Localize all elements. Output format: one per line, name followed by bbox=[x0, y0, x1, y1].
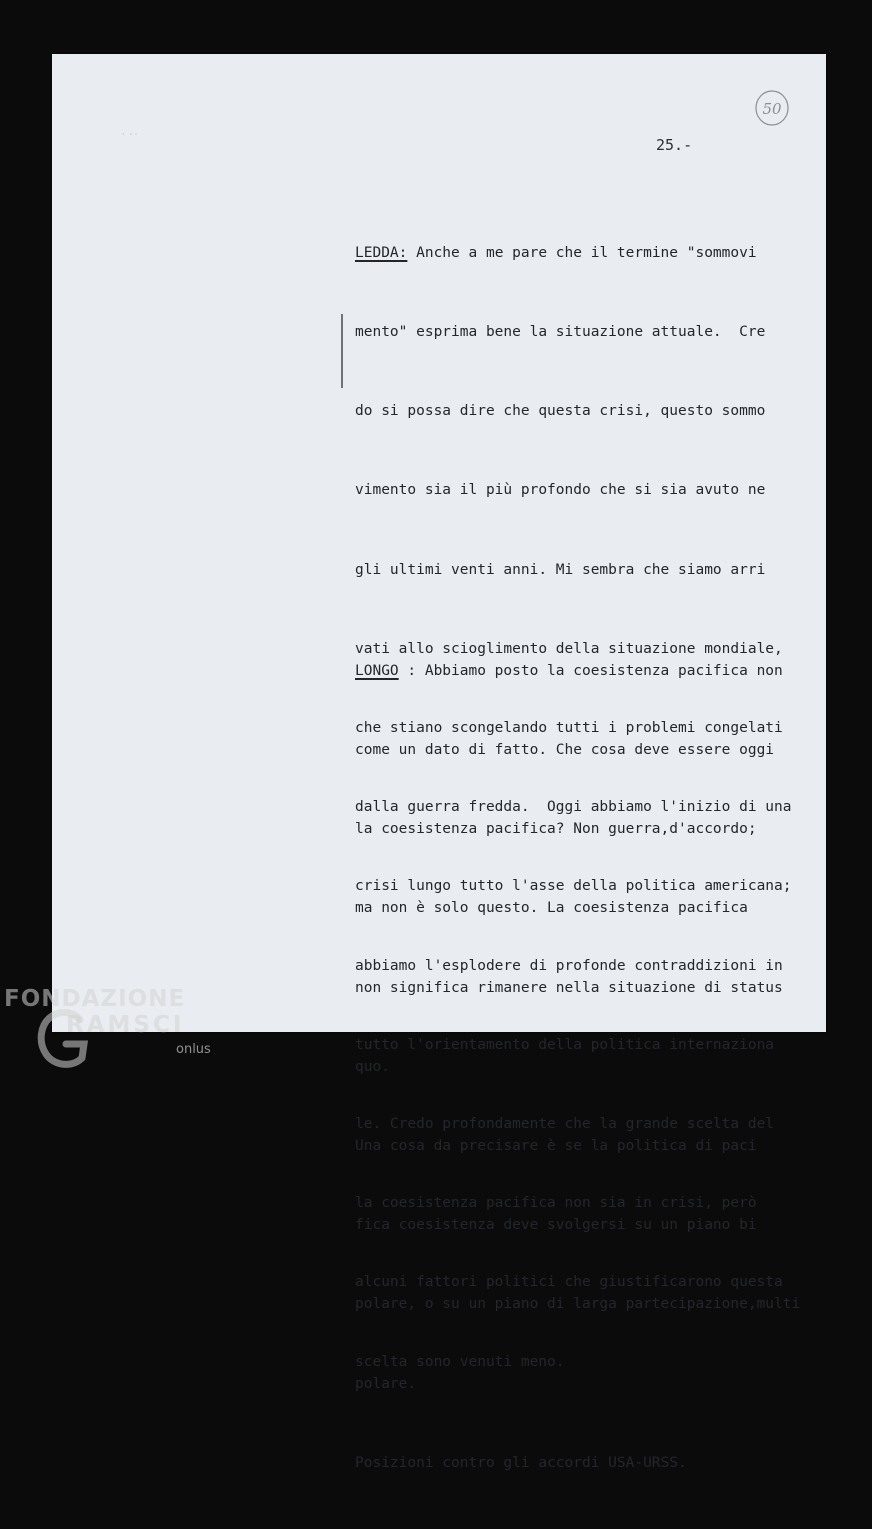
text-line: gli ultimi venti anni. Mi sembra che siamo arri bbox=[355, 561, 766, 578]
text-line: polare. bbox=[355, 1375, 417, 1392]
text-line: scelta sono venuti meno. bbox=[355, 1353, 565, 1370]
text-line: alcuni fattori politici che giustificarono questa bbox=[355, 1274, 783, 1291]
watermark-line1: FONDAZIONE bbox=[4, 986, 186, 1012]
text-line: abbiamo l'esplodere di profonde contraddizioni in bbox=[355, 957, 783, 974]
text-line: come un dato di fatto. Che cosa deve essere oggi bbox=[355, 742, 775, 759]
text-line: do si possa dire che questa crisi, questo sommo bbox=[355, 403, 766, 420]
folio-number: 50 bbox=[762, 100, 782, 118]
ledda-first-line bbox=[355, 240, 792, 266]
text-line: Posizioni contro gli accordi USA-URSS. bbox=[355, 1454, 687, 1471]
fondazione-gramsci-watermark bbox=[4, 984, 234, 1076]
text-line: non significa rimanere nella situazione di status bbox=[355, 979, 783, 996]
longo-first-line bbox=[355, 658, 800, 684]
text-line: crisi lungo tutto l'asse della politica americana; bbox=[355, 878, 792, 895]
text-line: fica coesistenza deve svolgersi su un piano bi bbox=[355, 1217, 757, 1234]
watermark-onlus: onlus bbox=[176, 1042, 211, 1057]
speaker-ledda: LEDDA: bbox=[355, 244, 408, 261]
text-line: quo. bbox=[355, 1058, 390, 1075]
text-line: vimento sia il più profondo che si sia avuto ne bbox=[355, 482, 766, 499]
text-line: le. Credo profondamente che la grande scelta del bbox=[355, 1116, 775, 1133]
text-line: mento" esprima bene la situazione attuale. Cre bbox=[355, 324, 766, 341]
text-line: la coesistenza pacifica? Non guerra,d'accordo; bbox=[355, 821, 757, 838]
margin-mark bbox=[341, 314, 343, 388]
text-line: tutto l'orientamento della politica internaziona bbox=[355, 1036, 775, 1053]
text-line: che stiano scongelando tutti i problemi congelati bbox=[355, 720, 783, 737]
text-line: dalla guerra fredda. Oggi abbiamo l'inizio di una bbox=[355, 799, 792, 816]
text-line: polare, o su un piano di larga partecipazione,multi bbox=[355, 1296, 801, 1313]
text-line: vati allo scioglimento della situazione mondiale, bbox=[355, 640, 783, 657]
page-number: 25.- bbox=[656, 136, 693, 154]
paper-specks: · · · bbox=[122, 130, 138, 139]
text-line: ma non è solo questo. La coesistenza pacifica bbox=[355, 900, 748, 917]
speaker-longo: LONGO bbox=[355, 662, 399, 679]
text-line: la coesistenza pacifica non sia in crisi, però bbox=[355, 1195, 757, 1212]
longo-first-line-text: : Abbiamo posto la coesistenza pacifica non bbox=[398, 662, 783, 679]
text-line: Una cosa da precisare è se la politica di paci bbox=[355, 1138, 757, 1155]
folio-number-stamp bbox=[753, 88, 791, 128]
longo-paragraph bbox=[355, 605, 800, 1529]
ledda-first-line-text: Anche a me pare che il termine "sommovi bbox=[407, 244, 757, 261]
watermark-line2: RAMSCI bbox=[66, 1012, 185, 1038]
